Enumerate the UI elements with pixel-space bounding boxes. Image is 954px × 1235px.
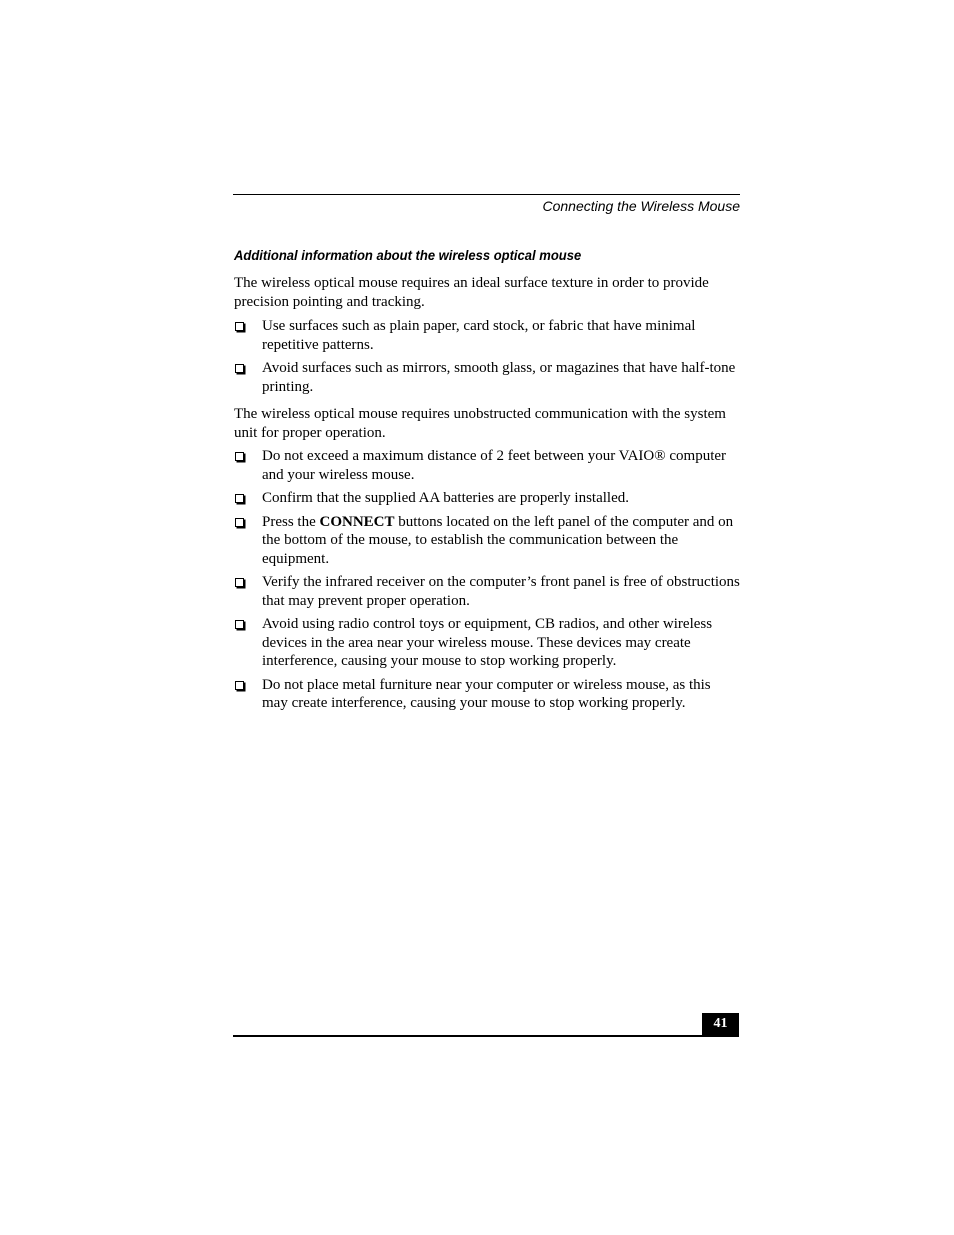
communication-tips-list <box>234 447 740 718</box>
intro-paragraph: The wireless optical mouse requires an ideal surface texture in order to provide precision pointing and tracking. <box>234 275 709 310</box>
surface-tips-list <box>234 317 740 401</box>
checkbox-bullet-icon <box>235 322 244 331</box>
checkbox-bullet-icon <box>235 518 244 527</box>
list-item <box>234 359 740 396</box>
list-item <box>234 317 740 354</box>
running-header: Connecting the Wireless Mouse <box>542 198 740 214</box>
checkbox-bullet-icon <box>235 620 244 629</box>
connect-button-term: CONNECT <box>319 513 395 530</box>
list-item-text: Avoid surfaces such as mirrors, smooth glass, or magazines that have half-tone printing. <box>262 360 736 395</box>
list-item-text: Avoid using radio control toys or equipment, CB radios, and other wireless devices in the area near your wireless mouse. These devices may create interference, causing your mouse to stop working properly. <box>262 616 713 669</box>
list-item-text <box>262 514 733 567</box>
header-rule <box>233 194 740 195</box>
checkbox-bullet-icon <box>235 494 244 503</box>
list-item <box>234 489 740 508</box>
section-heading: Additional information about the wireless optical mouse <box>234 247 582 263</box>
list-item <box>234 513 740 569</box>
list-item-text: Do not exceed a maximum distance of 2 feet between your VAIO® computer and your wireless mouse. <box>262 448 727 483</box>
list-item-text: Verify the infrared receiver on the computer’s front panel is free of obstructions that may prevent proper operation. <box>262 574 740 609</box>
list-item-text: Confirm that the supplied AA batteries are properly installed. <box>262 490 629 506</box>
list-item-text-rest: buttons located on the left panel of the computer and on the bottom of the mouse, to establish the communication between the equipment. <box>262 513 734 567</box>
checkbox-bullet-icon <box>235 681 244 690</box>
list-item-text: Use surfaces such as plain paper, card stock, or fabric that have minimal repetitive patterns. <box>262 318 696 353</box>
list-item <box>234 447 740 484</box>
list-item <box>234 676 740 713</box>
list-item <box>234 573 740 610</box>
list-item-text: Do not place metal furniture near your computer or wireless mouse, as this may create interference, causing your mouse to stop working properly. <box>262 676 711 711</box>
checkbox-bullet-icon <box>235 364 244 373</box>
list-item <box>234 615 740 671</box>
list-item-text-lead: Press the <box>262 513 320 530</box>
communication-paragraph: The wireless optical mouse requires unobstructed communication with the system unit for proper operation. <box>234 406 726 441</box>
footer-rule <box>233 1035 739 1037</box>
page-number: 41 <box>702 1013 739 1037</box>
checkbox-bullet-icon <box>235 578 244 587</box>
checkbox-bullet-icon <box>235 452 244 461</box>
